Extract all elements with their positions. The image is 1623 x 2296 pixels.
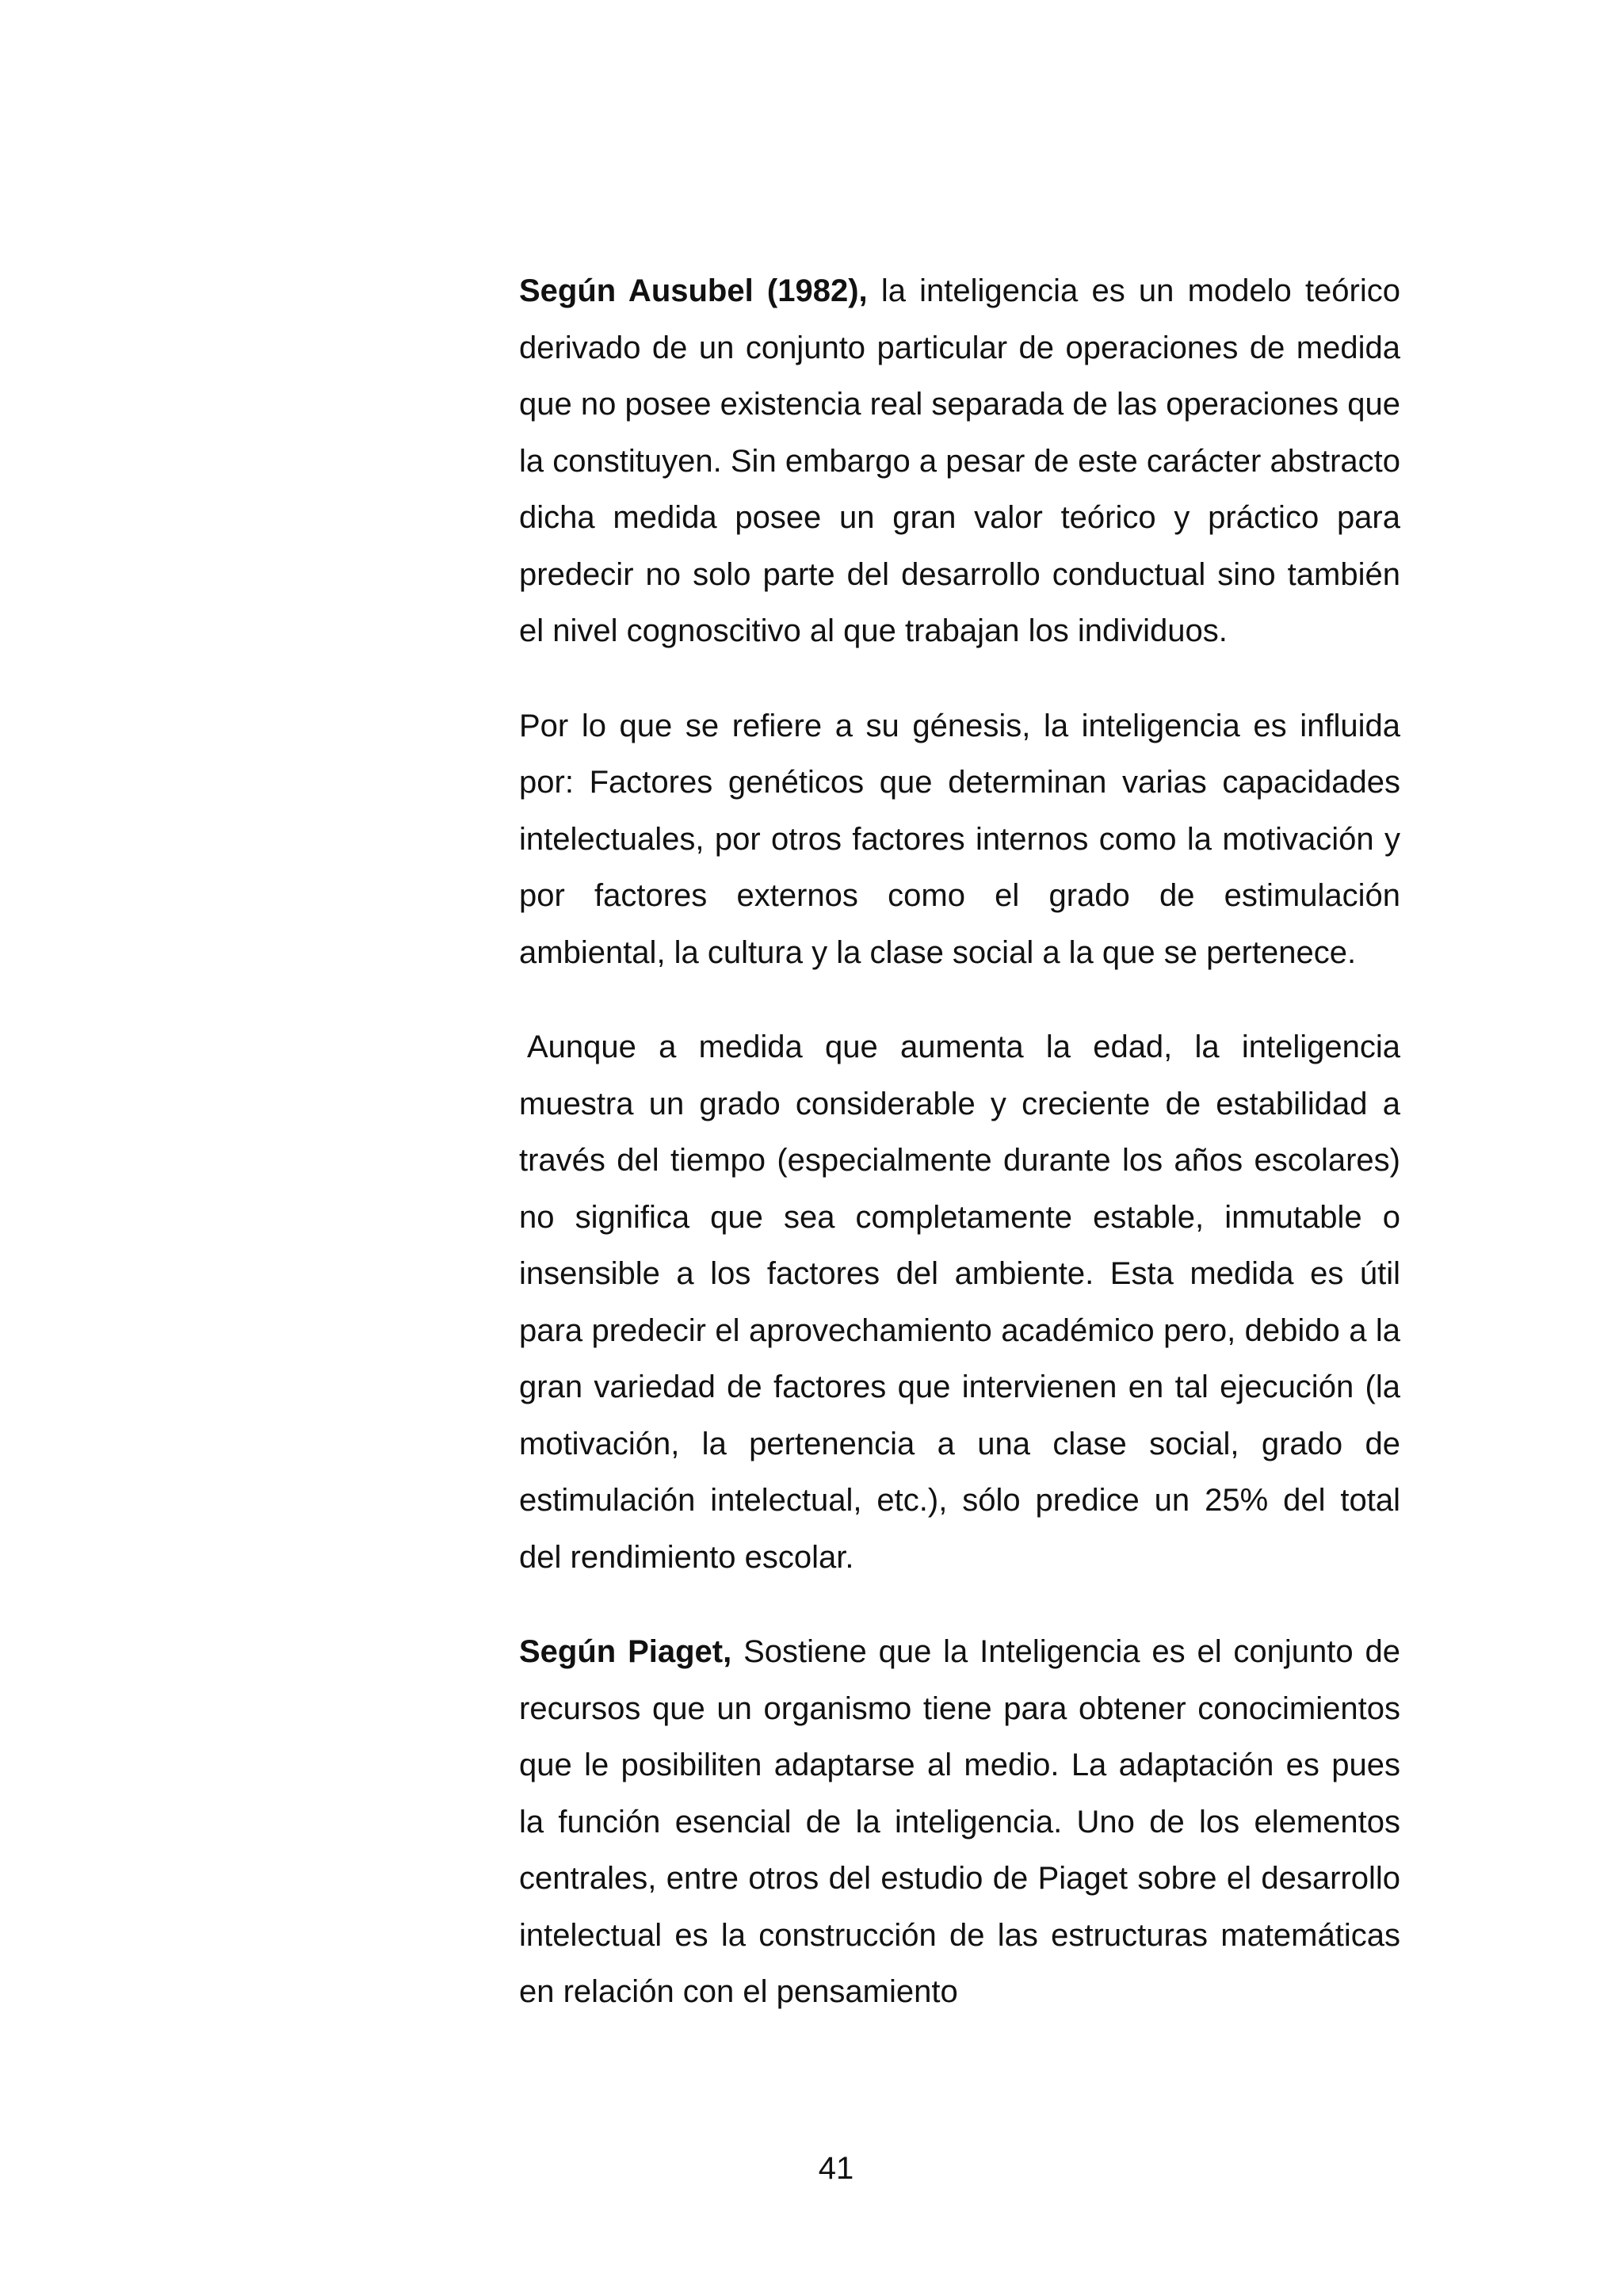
document-body: [519, 263, 1400, 2059]
paragraph-text: Por lo que se refiere a su génesis, la inteligencia es influida por: Factores genéticos que determinan varias capacidades intelectuales, por otros factores internos como la motivación y por factores externos como el grado de estimulación ambiental, la cultura y la clase social a la que se pertenece.: [519, 708, 1400, 970]
paragraph-estabilidad: [519, 1019, 1400, 1586]
paragraph-text: Aunque a medida que aumenta la edad, la inteligencia muestra un grado considerable y creciente de estabilidad a través del tiempo (especialmente durante los años escolares) no significa que sea completamente estable, inmutable o insensible a los factores del ambiente. Esta medida es útil para predecir el aprovechamiento académico pero, debido a la gran variedad de factores que intervienen en tal ejecución (la motivación, la pertenencia a una clase social, grado de estimulación intelectual, etc.), sólo predice un 25% del total del rendimiento escolar.: [519, 1030, 1400, 1575]
page-number: 41: [818, 2151, 854, 2186]
paragraph-text: Sostiene que la Inteligencia es el conjunto de recursos que un organismo tiene para obtener conocimientos que le posibiliten adaptarse al medio. La adaptación es pues la función esencial de la inteligencia. Uno de los elementos centrales, entre otros del estudio de Piaget sobre el desarrollo intelectual es la construcción de las estructuras matemáticas en relación con el pensamiento: [519, 1634, 1401, 2009]
paragraph-piaget: [519, 1624, 1400, 2021]
paragraph-text: la inteligencia es un modelo teórico derivado de un conjunto particular de operaciones de medida que no posee existencia real separada de las operaciones que la constituyen. Sin embargo a pesar de este carácter abstracto dicha medida posee un gran valor teórico y práctico para predecir no solo parte del desarrollo conductual sino también el nivel cognoscitivo al que trabajan los individuos.: [519, 273, 1400, 648]
paragraph-ausubel: [519, 263, 1400, 660]
paragraph-lead: Según Piaget,: [519, 1634, 732, 1669]
paragraph-genesis: [519, 698, 1400, 982]
paragraph-lead: Según Ausubel (1982),: [519, 273, 868, 308]
